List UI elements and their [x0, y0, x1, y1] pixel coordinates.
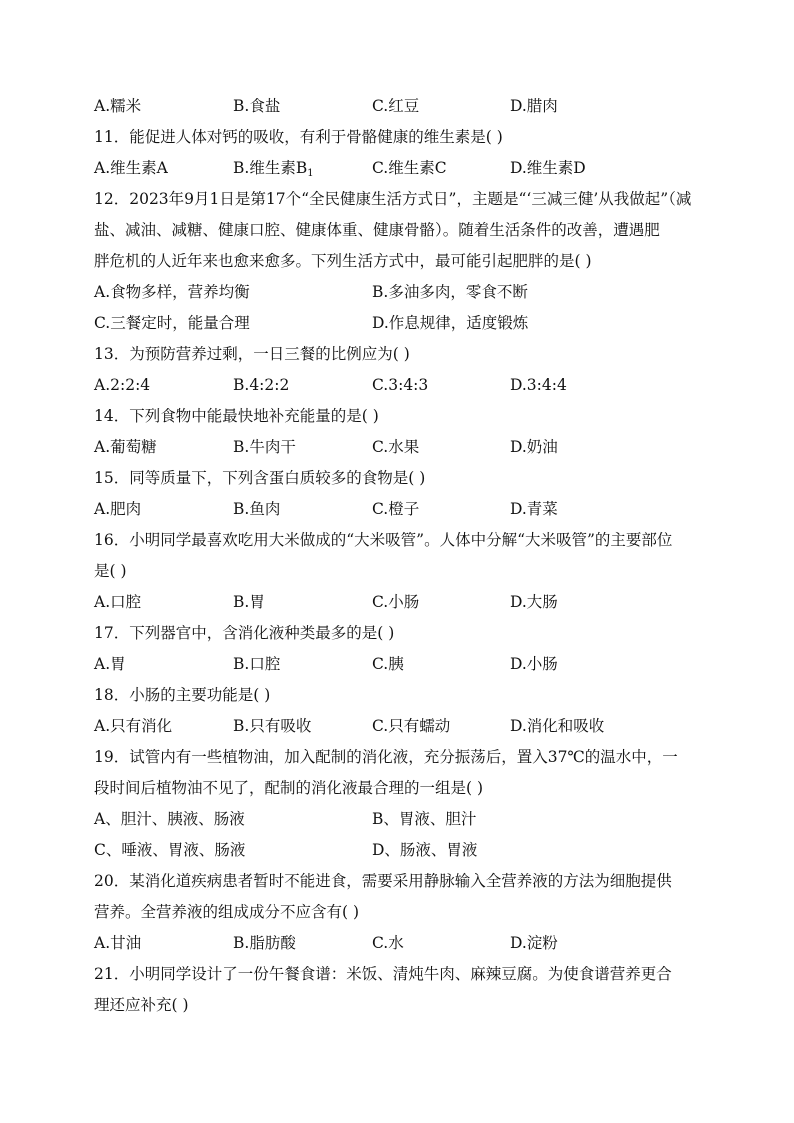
q17-stem: 17．下列器官中，含消化液种类最多的是( )	[94, 624, 395, 642]
q12-option-d[interactable]: D.作息规律，适度锻炼	[372, 314, 529, 332]
q10-option-b[interactable]: B.食盐	[233, 97, 281, 115]
q13-option-b[interactable]: B.4:2:2	[233, 376, 290, 394]
q12-options-row-1	[94, 282, 714, 302]
q20-stem-line-2: 营养。全营养液的组成成分不应含有( )	[94, 903, 360, 921]
q14-stem: 14．下列食物中能最快地补充能量的是( )	[94, 407, 379, 425]
q14-options	[94, 437, 714, 457]
q17-option-a[interactable]: A.胃	[94, 655, 126, 673]
q21-stem-line-2: 理还应补充( )	[94, 996, 189, 1014]
q16-option-d[interactable]: D.大肠	[510, 593, 558, 611]
q13-option-a[interactable]: A.2:2:4	[94, 376, 151, 394]
q18-option-d[interactable]: D.消化和吸收	[510, 717, 605, 735]
q15-option-a[interactable]: A.肥肉	[94, 500, 142, 518]
q19-option-a[interactable]: A、胆汁、胰液、肠液	[94, 810, 245, 828]
q11-option-b-subscript: 1	[307, 168, 314, 179]
q11-option-b[interactable]	[233, 158, 314, 184]
q16-option-a[interactable]: A.口腔	[94, 593, 142, 611]
q18-option-c[interactable]: C.只有蠕动	[372, 717, 451, 735]
q15-options	[94, 499, 714, 519]
q20-option-c[interactable]: C.水	[372, 934, 404, 952]
q16-stem-line-2: 是( )	[94, 562, 127, 580]
q19-options-row-2	[94, 840, 714, 860]
q12-option-c[interactable]: C.三餐定时，能量合理	[94, 314, 250, 332]
q12-option-b[interactable]: B.多油多肉，零食不断	[372, 283, 528, 301]
q12-option-a[interactable]: A.食物多样，营养均衡	[94, 283, 250, 301]
q12-options-row-2	[94, 313, 714, 333]
q19-stem-line-1: 19．试管内有一些植物油，加入配制的消化液，充分振荡后，置入37℃的温水中，一	[94, 748, 678, 766]
q15-option-c[interactable]: C.橙子	[372, 500, 420, 518]
q18-option-b[interactable]: B.只有吸收	[233, 717, 312, 735]
q10-option-c[interactable]: C.红豆	[372, 97, 420, 115]
q20-stem-line-1: 20．某消化道疾病患者暂时不能进食，需要采用静脉输入全营养液的方法为细胞提供	[94, 872, 672, 890]
q10-option-a[interactable]: A.糯米	[94, 97, 142, 115]
q20-option-a[interactable]: A.甘油	[94, 934, 142, 952]
q11-option-c[interactable]: C.维生素C	[372, 159, 447, 177]
q12-stem-line-1: 12．2023年9月1日是第17个“全民健康生活方式日”，主题是“‘三减三健’从我做起”（减	[94, 190, 692, 208]
q19-stem-line-2: 段时间后植物油不见了，配制的消化液最合理的一组是( )	[94, 779, 484, 797]
q18-stem: 18．小肠的主要功能是( )	[94, 686, 271, 704]
q14-option-b[interactable]: B.牛肉干	[233, 438, 296, 456]
q15-option-b[interactable]: B.鱼肉	[233, 500, 281, 518]
q17-option-c[interactable]: C.胰	[372, 655, 404, 673]
q11-option-a[interactable]: A.维生素A	[94, 159, 168, 177]
q19-option-c[interactable]: C、唾液、胃液、肠液	[94, 841, 246, 859]
q16-stem-line-1: 16．小明同学最喜欢吃用大米做成的“大米吸管”。人体中分解“大米吸管”的主要部位	[94, 531, 673, 549]
q13-options	[94, 375, 714, 395]
q12-stem-line-3: 胖危机的人近年来也愈来愈多。下列生活方式中，最可能引起肥胖的是( )	[94, 252, 592, 270]
q10-option-d[interactable]: D.腊肉	[510, 97, 558, 115]
q14-option-c[interactable]: C.水果	[372, 438, 420, 456]
q14-option-d[interactable]: D.奶油	[510, 438, 558, 456]
q16-options	[94, 592, 714, 612]
q20-option-b[interactable]: B.脂肪酸	[233, 934, 296, 952]
q10-options	[94, 96, 714, 116]
q12-stem-line-2: 盐、减油、减糖、健康口腔、健康体重、健康骨骼）。随着生活条件的改善，遭遇肥	[94, 221, 660, 239]
q11-option-b-text: B.维生素B	[233, 159, 308, 177]
q11-stem: 11．能促进人体对钙的吸收，有利于骨骼健康的维生素是( )	[94, 128, 503, 146]
q19-option-d[interactable]: D、肠液、胃液	[372, 841, 478, 859]
q13-stem: 13．为预防营养过剩，一日三餐的比例应为( )	[94, 345, 410, 363]
q17-options	[94, 654, 714, 674]
q20-option-d[interactable]: D.淀粉	[510, 934, 558, 952]
q18-options	[94, 716, 714, 736]
q14-option-a[interactable]: A.葡萄糖	[94, 438, 157, 456]
q11-option-d[interactable]: D.维生素D	[510, 159, 586, 177]
q19-option-b[interactable]: B、胃液、胆汁	[372, 810, 477, 828]
q16-option-c[interactable]: C.小肠	[372, 593, 420, 611]
q18-option-a[interactable]: A.只有消化	[94, 717, 173, 735]
q13-option-d[interactable]: D.3:4:4	[510, 376, 567, 394]
q15-option-d[interactable]: D.青菜	[510, 500, 558, 518]
q11-options	[94, 158, 714, 178]
q15-stem: 15．同等质量下，下列含蛋白质较多的食物是( )	[94, 469, 426, 487]
q16-option-b[interactable]: B.胃	[233, 593, 265, 611]
q17-option-b[interactable]: B.口腔	[233, 655, 281, 673]
q20-options	[94, 933, 714, 953]
q19-options-row-1	[94, 809, 714, 829]
q17-option-d[interactable]: D.小肠	[510, 655, 558, 673]
q13-option-c[interactable]: C.3:4:3	[372, 376, 429, 394]
q21-stem-line-1: 21．小明同学设计了一份午餐食谱：米饭、清炖牛肉、麻辣豆腐。为使食谱营养更合	[94, 965, 672, 983]
